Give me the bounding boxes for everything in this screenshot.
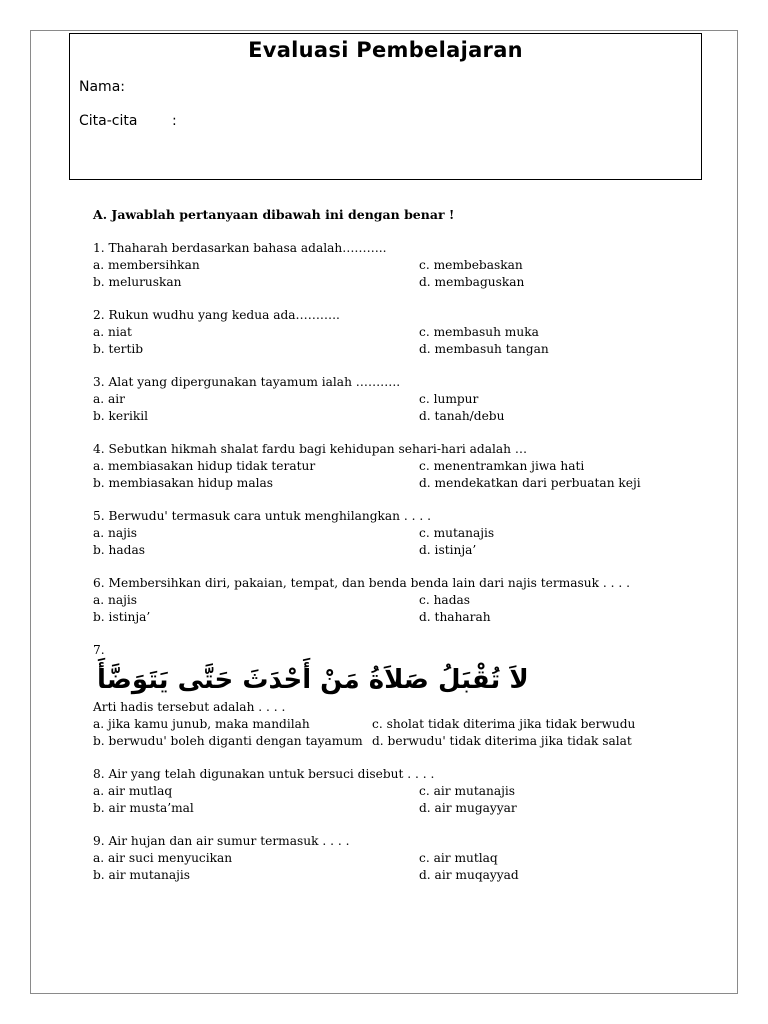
- option-c: c. air mutanajis: [419, 784, 516, 798]
- question-1: [93, 240, 653, 291]
- option-c: c. air mutlaq: [419, 851, 498, 865]
- option-row: [93, 341, 653, 358]
- question-text: 7.: [93, 643, 105, 657]
- option-a: a. najis: [93, 593, 138, 607]
- option-a: a. air suci menyucikan: [93, 851, 233, 865]
- question-text: 3. Alat yang dipergunakan tayamum ialah ………..: [93, 375, 401, 389]
- question-9: [93, 833, 653, 884]
- cita-cita-field: [79, 113, 177, 129]
- option-c: c. hadas: [419, 593, 471, 607]
- option-row: [93, 458, 653, 475]
- page-title: Evaluasi Pembelajaran: [248, 38, 523, 62]
- question-section: [93, 206, 653, 884]
- option-d: d. thaharah: [419, 610, 491, 624]
- option-d: d. berwudu' tidak diterima jika tidak salat: [372, 734, 632, 748]
- option-a: a. air: [93, 392, 126, 406]
- option-d: d. mendekatkan dari perbuatan keji: [419, 476, 641, 490]
- option-b: b. meluruskan: [93, 275, 182, 289]
- option-row: [93, 542, 653, 559]
- option-b: b. air musta’mal: [93, 801, 194, 815]
- option-d: d. membaguskan: [419, 275, 525, 289]
- option-c: c. membebaskan: [419, 258, 523, 272]
- option-c: c. sholat tidak diterima jika tidak berwudu: [372, 717, 636, 731]
- option-b: b. berwudu' boleh diganti dengan tayamum: [93, 734, 363, 748]
- option-a: a. membersihkan: [93, 258, 200, 272]
- option-d: d. tanah/debu: [419, 409, 505, 423]
- question-7: [93, 642, 653, 750]
- option-row: [93, 592, 653, 609]
- option-row: [93, 733, 653, 750]
- question-8: [93, 766, 653, 817]
- option-d: d. air muqayyad: [419, 868, 519, 882]
- option-row: [93, 850, 653, 867]
- question-text: 2. Rukun wudhu yang kedua ada………..: [93, 308, 340, 322]
- option-row: [93, 274, 653, 291]
- option-row: [93, 408, 653, 425]
- option-d: d. istinja’: [419, 543, 477, 557]
- question-6: [93, 575, 653, 626]
- option-row: [93, 324, 653, 341]
- question-text: 8. Air yang telah digunakan untuk bersuci disebut . . . .: [93, 767, 435, 781]
- question-text: 9. Air hujan dan air sumur termasuk . . . .: [93, 834, 350, 848]
- option-row: [93, 609, 653, 626]
- option-b: b. tertib: [93, 342, 144, 356]
- nama-label: Nama:: [79, 79, 125, 95]
- question-subtext: Arti hadis tersebut adalah . . . .: [93, 700, 286, 714]
- header-box: [69, 33, 702, 180]
- instruction: A. Jawablah pertanyaan dibawah ini dengan benar !: [93, 207, 455, 222]
- option-c: c. menentramkan jiwa hati: [419, 459, 585, 473]
- option-c: c. lumpur: [419, 392, 479, 406]
- cita-cita-label: Cita-cita: [79, 113, 138, 129]
- option-d: d. membasuh tangan: [419, 342, 549, 356]
- question-2: [93, 307, 653, 358]
- option-c: c. mutanajis: [419, 526, 495, 540]
- option-b: b. istinja’: [93, 610, 151, 624]
- question-text: 1. Thaharah berdasarkan bahasa adalah………..: [93, 241, 387, 255]
- option-b: b. membiasakan hidup malas: [93, 476, 274, 490]
- option-row: [93, 391, 653, 408]
- cita-cita-colon: :: [172, 113, 177, 129]
- option-a: a. jika kamu junub, maka mandilah: [93, 717, 310, 731]
- option-row: [93, 475, 653, 492]
- option-b: b. kerikil: [93, 409, 149, 423]
- option-a: a. najis: [93, 526, 138, 540]
- option-b: b. hadas: [93, 543, 145, 557]
- option-d: d. air mugayyar: [419, 801, 517, 815]
- question-5: [93, 508, 653, 559]
- question-text: 6. Membersihkan diri, pakaian, tempat, dan benda benda lain dari najis termasuk . . . .: [93, 576, 631, 590]
- question-text: 5. Berwudu' termasuk cara untuk menghilangkan . . . .: [93, 509, 432, 523]
- option-row: [93, 257, 653, 274]
- arabic-hadith-text: لاَ تُقْبَلُ صَلاَةُ مَنْ أَحْدَثَ حَتَّى يَتَوَضَّأَ: [97, 665, 529, 695]
- question-text: 4. Sebutkan hikmah shalat fardu bagi kehidupan sehari-hari adalah …: [93, 442, 528, 456]
- option-c: c. membasuh muka: [419, 325, 539, 339]
- arabic-hadith: [93, 661, 653, 699]
- question-4: [93, 441, 653, 492]
- option-b: b. air mutanajis: [93, 868, 191, 882]
- option-row: [93, 783, 653, 800]
- option-row: [93, 800, 653, 817]
- option-a: a. membiasakan hidup tidak teratur: [93, 459, 316, 473]
- question-3: [93, 374, 653, 425]
- option-row: [93, 525, 653, 542]
- option-a: a. niat: [93, 325, 132, 339]
- option-row: [93, 867, 653, 884]
- option-row: [93, 716, 653, 733]
- option-a: a. air mutlaq: [93, 784, 173, 798]
